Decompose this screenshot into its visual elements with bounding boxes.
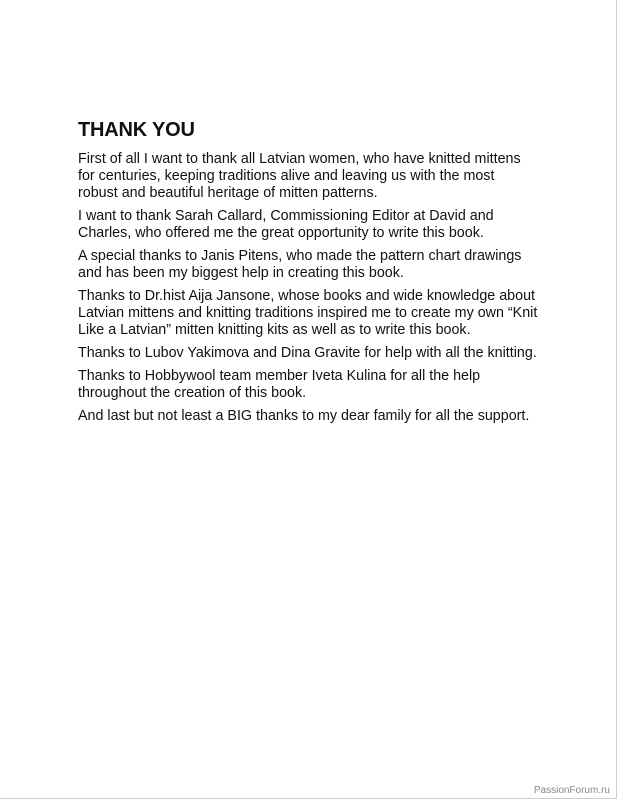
- page-title: THANK YOU: [78, 119, 195, 141]
- paragraph: Thanks to Hobbywool team member Iveta Kulina for all the help throughout the creation of this book.: [78, 368, 481, 401]
- paragraph: A special thanks to Janis Pitens, who made the pattern chart drawings and has been my biggest help in creating this book.: [78, 248, 522, 281]
- document-body: [78, 118, 538, 431]
- paragraph: First of all I want to thank all Latvian women, who have knitted mittens for centuries, keeping traditions alive and leaving us with the most robust and beautiful heritage of mitten patterns.: [78, 151, 521, 201]
- paragraph: Thanks to Lubov Yakimova and Dina Gravite for help with all the knitting.: [78, 345, 537, 361]
- paragraph: And last but not least a BIG thanks to my dear family for all the support.: [78, 408, 530, 424]
- paragraph: Thanks to Dr.hist Aija Jansone, whose books and wide knowledge about Latvian mittens and knitting traditions inspired me to create my own “Knit Like a Latvian” mitten knitting kits as well as to write this book.: [78, 288, 538, 338]
- paragraph: I want to thank Sarah Callard, Commissioning Editor at David and Charles, who offered me the great opportunity to write this book.: [78, 208, 494, 241]
- watermark: PassionForum.ru: [533, 785, 610, 796]
